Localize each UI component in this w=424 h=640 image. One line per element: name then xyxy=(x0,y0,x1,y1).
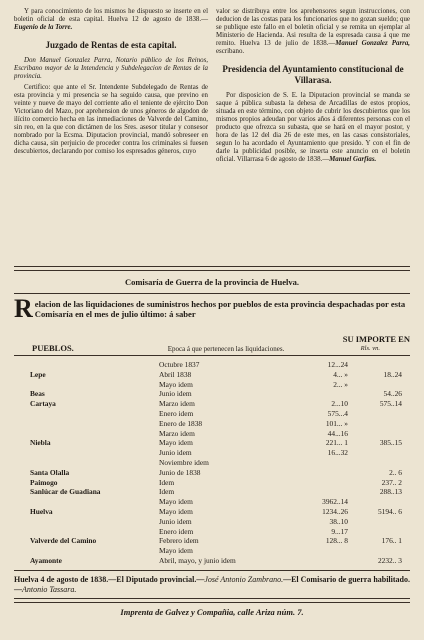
row-town: Lepe xyxy=(30,369,46,379)
left-heading: Juzgado de Rentas de esta capital. xyxy=(45,40,177,50)
section-title-rule xyxy=(14,293,410,294)
row-town: Santa Olalla xyxy=(30,467,70,477)
row-amount: 221... 1 xyxy=(325,438,348,448)
row-amount: 2... » xyxy=(333,379,348,389)
table-row xyxy=(14,536,410,545)
footer-divider xyxy=(14,598,410,603)
right-p1-text: valor se distribuya entre los aprehensores segun instrucciones, con deducion de las costas para los funcionarios que no gozan sueldo; que se publique este fallo en el boletin oficial y se remita un ejemplar al Ministerio de Hacienda. Asi resulta de la espresada causa á que me remito. Huelva 13 de julio de 1838.— xyxy=(216,8,410,47)
right-p2-text: Por disposicion de S. E. la Diputacion provincial se manda se saque á pública subasta la dehesa de Arcadillas de estos propios, situada en este término, con objeto de cubrir los descubiertos que los mismos propios adeudan por varios años á diferentes personas con el producto que ofrezca su subasta, que se hará en el mayor postor, y hora de las 12 del dia 26 de este mes, en las casas consistoriales, segun lo ha acordado el Ayuntamiento que presido. Y con el fin de darle la publicidad posible, se inserta este anuncio en el boletin oficial. Villarrasa 6 de agosto de 1838.— xyxy=(216,92,410,163)
footer-sig-name-1: José Antonio Zambrano. xyxy=(204,575,284,584)
table-row xyxy=(14,409,410,418)
table-row xyxy=(14,399,410,408)
right-p1-signature: Manuel Gonzalez Parra, xyxy=(335,40,410,47)
row-period: Junio de 1838 xyxy=(159,467,201,477)
header-epoca: Epoca á que pertenecen las liquidaciones. xyxy=(167,345,285,353)
row-period: Abril 1838 xyxy=(159,369,192,379)
row-period: Junio idem xyxy=(159,389,192,399)
row-period: Mayo idem xyxy=(159,546,193,556)
table-row xyxy=(14,478,410,487)
row-town: Paimogo xyxy=(30,477,58,487)
row-period: Mayo idem xyxy=(159,507,193,516)
row-period: Mayo idem xyxy=(159,379,193,389)
table-row xyxy=(14,360,410,369)
row-amount: 16...32 xyxy=(327,448,348,458)
two-column-text xyxy=(14,8,410,264)
right-heading: Presidencia del Ayuntamiento constitucional de Villarasa. xyxy=(222,64,404,85)
table-row xyxy=(14,389,410,398)
row-period: Enero de 1838 xyxy=(159,418,203,428)
header-importe-label: SU IMPORTE EN xyxy=(342,334,410,344)
table-row xyxy=(14,468,410,477)
imprint-line: Imprenta de Galvez y Compañia, calle Ariza núm. 7. xyxy=(120,607,304,617)
left-paragraph-2: Don Manuel Gonzalez Parra, Notario público de los Reinos, Escribano mayor de la Intendencia y Subdelegacion de Rentas de la provincia. xyxy=(14,57,208,80)
left-column xyxy=(14,8,208,264)
row-period: Mayo idem xyxy=(159,497,193,507)
section-title: Comisaría de Guerra de la provincia de Huelva. xyxy=(124,277,300,287)
table-row xyxy=(14,380,410,389)
row-period: Junio idem xyxy=(159,516,192,526)
row-total: 176.. 1 xyxy=(381,536,402,546)
table-row xyxy=(14,448,410,457)
left-p1-text: Y para conocimiento de los mismos he dispuesto se inserte en el boletin oficial de esta capital. Huelva 12 de agosto de 1838.— xyxy=(14,8,208,23)
row-total: 18..24 xyxy=(383,369,402,379)
row-period: Idem xyxy=(159,487,175,497)
row-town: Niebla xyxy=(30,438,51,448)
footer-sig-mid: —El Comisario de guerra habilitado.— xyxy=(14,575,410,594)
left-paragraph-1 xyxy=(14,8,208,32)
row-period: Octubre 1837 xyxy=(159,360,200,369)
table-header xyxy=(14,323,410,356)
row-period: Idem xyxy=(159,477,175,487)
relation-dropcap: R xyxy=(14,294,33,323)
row-amount: 3962..14 xyxy=(322,497,348,507)
row-amount: 1234..26 xyxy=(322,507,348,516)
row-period: Abril, mayo, y junio idem xyxy=(159,556,236,565)
right-column xyxy=(216,8,410,264)
row-amount: 575...4 xyxy=(327,409,348,418)
row-town: Cartaya xyxy=(30,399,56,409)
row-town: Huelva xyxy=(30,507,53,516)
row-total: 54..26 xyxy=(383,389,402,399)
row-total: 237.. 2 xyxy=(381,477,402,487)
relation-title-text: elacion de las liquidaciones de suministros hechos por pueblos de esta provincia despachadas por esta Comisaría en el mes de julio último: á saber xyxy=(34,299,406,319)
header-importe-unit: Rls. vn. xyxy=(360,345,380,352)
row-amount: 12...24 xyxy=(327,360,348,369)
row-period: Mayo idem xyxy=(159,438,193,448)
row-total: 288..13 xyxy=(379,487,402,497)
row-amount: 9...17 xyxy=(331,526,348,536)
header-importe xyxy=(290,335,410,353)
footer-sig-name-2: Antonio Tassara. xyxy=(22,585,77,594)
table-bottom-rule xyxy=(14,570,410,571)
row-total: 575..14 xyxy=(379,399,402,409)
row-amount: 4... » xyxy=(333,369,348,379)
row-period: Marzo idem xyxy=(159,428,195,438)
row-period: Marzo idem xyxy=(159,399,195,409)
row-amount: 101... » xyxy=(325,418,348,428)
row-total: 5194.. 6 xyxy=(377,507,402,516)
row-period: Febrero idem xyxy=(159,536,199,546)
row-amount: 44...16 xyxy=(327,428,348,438)
table-row xyxy=(14,438,410,447)
table-row xyxy=(14,556,410,565)
footer-sig-line: Huelva 4 de agosto de 1838.—El Diputado provincial.— xyxy=(14,575,205,584)
row-town: Beas xyxy=(30,389,45,399)
row-total: 2.. 6 xyxy=(389,467,402,477)
table-row xyxy=(14,487,410,496)
row-town: Valverde del Camino xyxy=(30,536,97,546)
table-row xyxy=(14,546,410,555)
relation-title xyxy=(14,294,410,323)
row-total: 2232.. 3 xyxy=(377,556,402,565)
row-period: Noviembre idem xyxy=(159,458,209,467)
table-row xyxy=(14,497,410,506)
header-pueblos: PUEBLOS. xyxy=(32,343,74,353)
left-p1-signature: Eugenio de la Torre. xyxy=(14,24,73,31)
row-amount: 128... 8 xyxy=(325,536,348,546)
right-p2-signature: Manuel Garfias. xyxy=(329,156,377,163)
table-row xyxy=(14,419,410,428)
row-period: Junio idem xyxy=(159,448,192,458)
row-town: Ayamonte xyxy=(30,556,62,565)
section-divider xyxy=(14,266,410,271)
footer-signature xyxy=(14,575,410,595)
row-town: Sanlúcar de Guadiana xyxy=(30,487,101,497)
row-total: 385..15 xyxy=(379,438,402,448)
table-row xyxy=(14,517,410,526)
row-amount: 38..10 xyxy=(329,516,348,526)
table-row xyxy=(14,458,410,467)
table-row xyxy=(14,527,410,536)
table-row xyxy=(14,370,410,379)
liquidations-table xyxy=(14,356,410,570)
left-paragraph-3: Certifico: que ante el Sr. Intendente Subdelegado de Rentas de esta provincia y mi presencia se ha seguido causa, que previno en veinte y nueve de mayo del corriente año el teniente de ejército Don Victoriano del Mazo, por aprehension de unos géneros de algodon de ilícito comercio hecha en las inmediaciones de Valverde del Camino, sin reo, en la que con dictámen de los Sres. asesor titular y consesor nombrado por la Ecsma. Diputacion provincial, mandó sobreseer en dicha causa, sin perjuicio de proceder contra los criminales si fuesen descubiertos, declarando por comiso los espresados géneros, cuyo xyxy=(14,84,208,155)
table-row xyxy=(14,429,410,438)
right-paragraph-2 xyxy=(216,92,410,164)
row-period: Enero idem xyxy=(159,526,194,536)
right-p1-tail: escribano. xyxy=(216,48,245,55)
table-row xyxy=(14,507,410,516)
row-amount: 2...10 xyxy=(331,399,348,409)
right-paragraph-1 xyxy=(216,8,410,56)
row-period: Enero idem xyxy=(159,409,194,418)
